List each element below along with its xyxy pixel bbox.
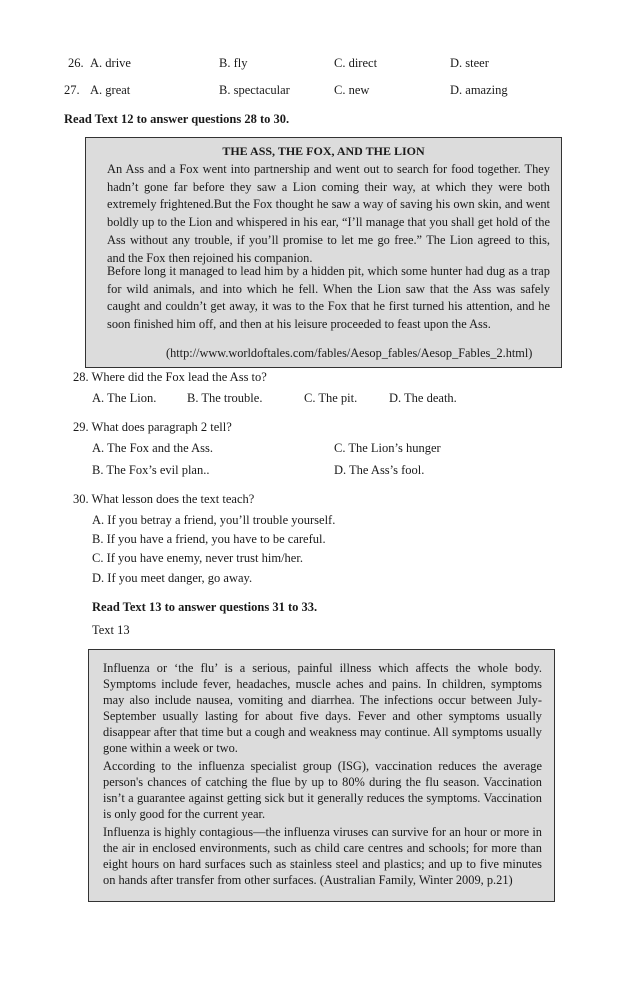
question-28-stem: 28. Where did the Fox lead the Ass to?: [73, 370, 267, 384]
question-26-number: 26.: [68, 56, 84, 70]
question-30-stem: 30. What lesson does the text teach?: [73, 492, 255, 506]
text13-instruction: Read Text 13 to answer questions 31 to 33.: [92, 600, 318, 614]
q30-option-d: D. If you meet danger, go away.: [92, 571, 253, 585]
text13-paragraph-1: Influenza or ‘the flu’ is a serious, painful illness which affects the whole body. Symptoms include fever, headaches, muscle aches and pains. In children, symptoms may also include nausea, vomiting and diarrhea. The infections occur between July-September usually lasting for about five days. Fever and other symptoms usually disappear after that time but a cough and weakness may continue. All symptoms usually gone within a week or two.: [103, 661, 542, 756]
q29-option-a: A. The Fox and the Ass.: [92, 441, 213, 455]
q28-option-b: B. The trouble.: [187, 391, 263, 405]
text13-paragraph-3: Influenza is highly contagious—the influenza viruses can survive for an hour or more in the air in enclosed environments, such as child care centres and schools; for more than eight hours on hard surfaces such as stainless steel and plastics; and up to five minutes on hands after transfer from other surfaces. (Australian Family, Winter 2009, p.21): [103, 825, 542, 888]
text12-instruction: Read Text 12 to answer questions 28 to 30.: [64, 112, 290, 126]
q29-option-c: C. The Lion’s hunger: [334, 441, 441, 455]
q27-option-a: A. great: [90, 83, 131, 97]
q27-option-d: D. amazing: [450, 83, 508, 97]
q28-option-d: D. The death.: [389, 391, 457, 405]
q26-option-c: C. direct: [334, 56, 378, 70]
q27-option-c: C. new: [334, 83, 370, 97]
question-27-number: 27.: [64, 83, 80, 97]
q28-option-a: A. The Lion.: [92, 391, 157, 405]
text12-paragraph-1: An Ass and a Fox went into partnership and went out to search for food together. They hadn’t gone far before they saw a Lion coming their way, at which they were both extremely frightened.But the Fox thought he saw a way of saving his own skin, and went boldly up to the Lion and whispered in his ear, “I’ll manage that you shall get hold of the Ass without any trouble, if you’ll promise to let me go free.” The Lion agreed to this, and the Fox then rejoined his companion.: [107, 162, 550, 265]
q30-option-c: C. If you have enemy, never trust him/her.: [92, 551, 303, 565]
text12-paragraph-2: Before long it managed to lead him by a hidden pit, which some hunter had dug as a trap for wild animals, and into which he fell. When the Lion saw that the Ass was safely caught and couldn’t get away, it was to the Fox that he first turned his attention, and he soon finished him off, and then at his leisure proceeded to feast upon the Ass.: [107, 264, 550, 332]
q26-option-a: A. drive: [90, 56, 131, 70]
text12-box: [85, 137, 562, 368]
question-29-stem: 29. What does paragraph 2 tell?: [73, 420, 232, 434]
text13-label: Text 13: [92, 623, 130, 637]
text12-source: (http://www.worldoftales.com/fables/Aesop_fables/Aesop_Fables_2.html): [166, 346, 533, 360]
q28-option-c: C. The pit.: [304, 391, 358, 405]
q29-option-b: B. The Fox’s evil plan..: [92, 463, 210, 477]
q29-option-d: D. The Ass’s fool.: [334, 463, 425, 477]
text13-paragraph-2: According to the influenza specialist group (ISG), vaccination reduces the average person's chances of catching the flue by up to 80% during the flu season. Vaccination isn’t a guarantee against getting sick but it generally reduces the symptoms. Vaccination is only good for the current year.: [103, 759, 542, 822]
q27-option-b: B. spectacular: [219, 83, 290, 97]
text13-box: [88, 649, 555, 902]
q30-option-b: B. If you have a friend, you have to be careful.: [92, 532, 326, 546]
q30-option-a: A. If you betray a friend, you’ll trouble yourself.: [92, 513, 336, 527]
q26-option-b: B. fly: [219, 56, 248, 70]
q26-option-d: D. steer: [450, 56, 489, 70]
text12-title: THE ASS, THE FOX, AND THE LION: [222, 144, 425, 158]
